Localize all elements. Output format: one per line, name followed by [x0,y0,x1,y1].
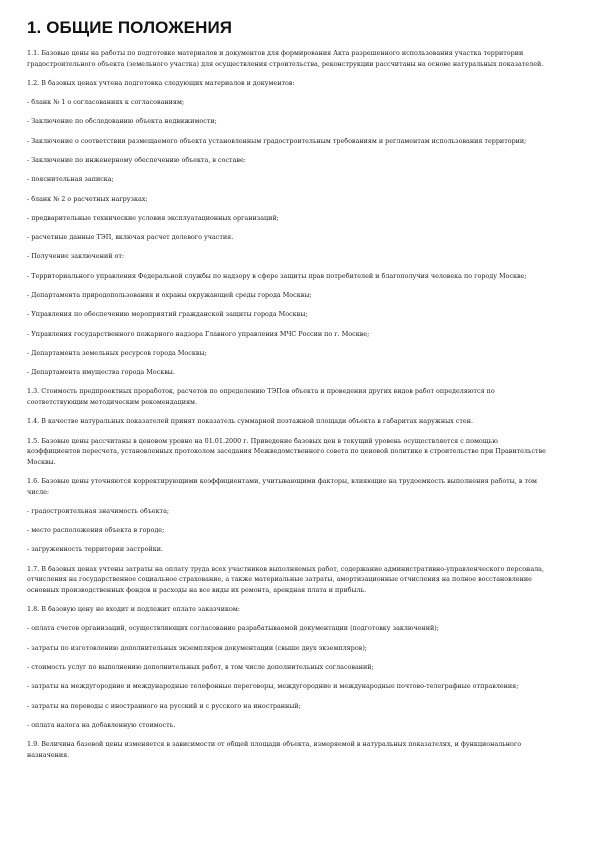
list-item: - стоимость услуг по выполнению дополнительных работ, в том числе дополнительных согласований; [27,663,374,672]
list-item: - Заключение по обследованию объекта недвижимости; [27,117,217,126]
list-item: - место расположения объекта в городе; [27,526,165,535]
paragraph: 1.5. Базовые цены рассчитаны в ценовом уровне на 01.01.2000 г. Приведение базовых цен в текущий уровень осуществляется с помощью коэффициентов пересчета, установленных протоколом заседания Межведомственного совета по ценовой политике в строительстве при Правительстве Москвы. [27,436,546,466]
list-item: - градостроительная значимость объекта; [27,506,170,515]
list-item: - затраты по изготовлению дополнительных экземпляров документации (свыше двух экземпляров); [27,643,367,652]
paragraph: 1.9. Величина базовой цены изменяется в зависимости от общей площади объекта, измеряемой в натуральных показателях, и функционального назначения. [27,740,522,759]
list-item: - Управления государственного пожарного надзора Главного управления МЧС России по г. Москве; [27,329,370,338]
page-title: 1. ОБЩИЕ ПОЛОЖЕНИЯ [27,18,233,37]
list-item: - Департамента земельных ресурсов города Москвы; [27,348,207,357]
list-item: - Департамента имущества города Москвы. [27,368,175,377]
list-item: - Заключение по инженерному обеспечению объекта, в составе: [27,156,246,164]
paragraph: 1.1. Базовые цены на работы по подготовке материалов и документов для формирования Акта разрешенного использования участка территории градостроительного объекта (земельного участка) для осуществления строительства, реконструкции рассчитаны на основе натуральных показателей. [27,49,544,68]
list-item: - Заключение о соответствии размещаемого объекта установленным градостроительным требованиям и регламентам использования территории; [27,136,527,145]
list-item: - Управления по обеспечению мероприятий гражданской защиты города Москвы; [27,310,308,319]
list-item: - загруженность территории застройки. [27,545,164,554]
list-item: - бланк № 1 о согласованиях к согласованиям; [27,98,185,107]
paragraph: 1.3. Стоимость предпроектных проработок, расчетов по определению ТЭПов объекта и проведения других видов работ определяются по соответствующим методическим рекомендациям. [27,387,495,406]
list-item: - затраты на переводы с иностранного на русский и с русского на иностранный; [27,701,301,710]
paragraph: 1.2. В базовых ценах учтена подготовка следующих материалов и документов: [27,78,295,87]
list-item: - Территориального управления Федеральной службы по надзору в сфере защиты прав потребителей и благополучия человека по городу Москве; [27,271,527,280]
list-item: - пояснительная записка; [27,175,114,184]
list-item: - оплата счетов организаций, осуществляющих согласование разрабатываемой документации (подготовку заключений); [27,624,439,633]
list-item: - оплата налога на добавленную стоимость. [27,720,176,729]
paragraph: 1.8. В базовую цену не входит и подлежит оплате заказчиком: [27,605,240,614]
paragraph: 1.6. Базовые цены уточняются корректирующими коэффициентами, учитывающими факторы, влияющие на трудоемкость выполнения работы, в том числе: [27,477,537,496]
list-item: - расчетные данные ТЭП, включая расчет долевого участия. [27,233,234,242]
paragraph: 1.7. В базовых ценах учтены затраты на оплату труда всех участников выполняемых работ, содержание административно-управленческого персонала, отчисления на государственное социальное страхование, а также материальные затраты, амортизационные отчисления на полное восстановление основных производственных фондов и расходы на все виды их ремонта, арендная плата и прибыль. [27,564,545,594]
list-item: - затраты на междугородние и международные телефонные переговоры, междугородние и международные почтово-телеграфные отправления; [27,682,519,691]
document-body [27,48,550,760]
list-item: - Департамента природопользования и охраны окружающей среды города Москвы; [27,290,312,299]
list-item: - бланк № 2 о расчетных нагрузках; [27,194,148,203]
list-item: - Получение заключений от: [27,252,125,261]
list-item: - предварительные технические условия эксплуатационных организаций; [27,213,279,222]
paragraph: 1.4. В качестве натуральных показателей принят показатель суммарной поэтажной площади объекта в габаритах наружных стен. [27,417,473,426]
